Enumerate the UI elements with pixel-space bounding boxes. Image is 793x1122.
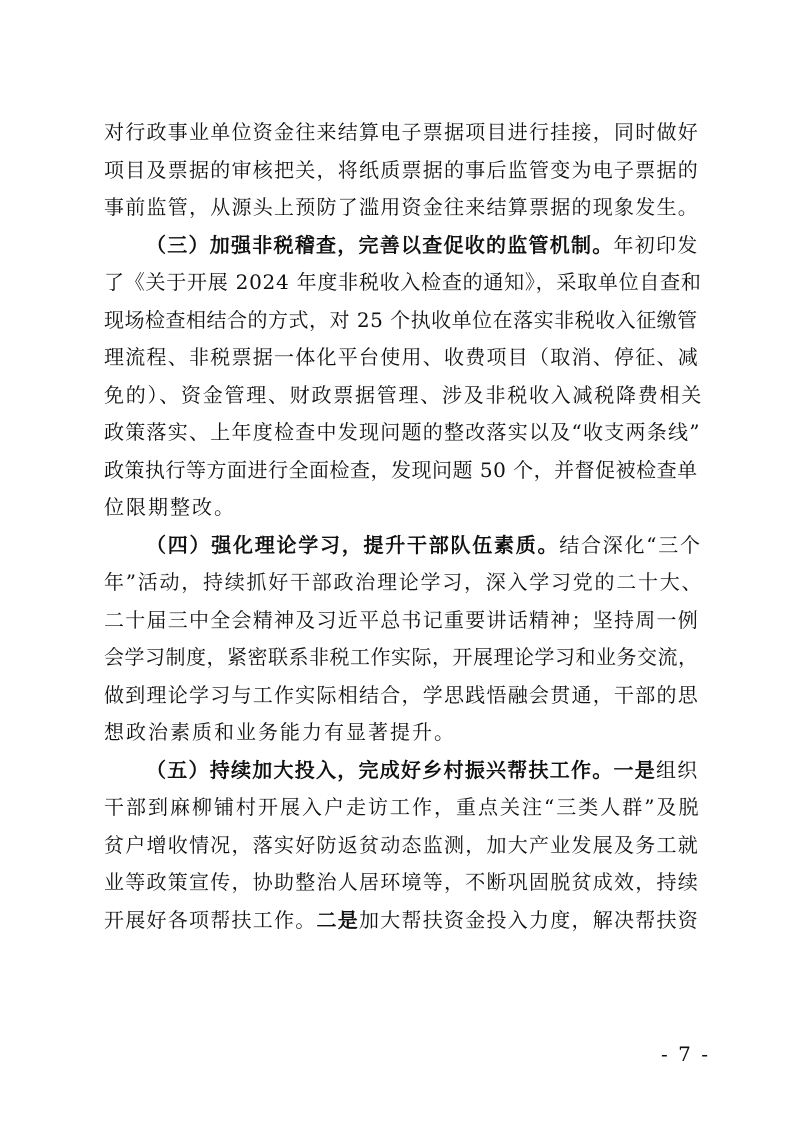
text-run: 年”活动，持续抓好干部政治理论学习，深入学习党的二十大、 [104, 570, 704, 594]
text-line [104, 752, 704, 790]
text-run: 想政治素质和业务能力有显著提升。 [104, 720, 456, 744]
document-body [104, 114, 704, 939]
text-line [104, 564, 704, 602]
text-line [104, 789, 704, 827]
bold-text-run: （三）加强非税稽查，完善以查促收的监管机制。 [146, 232, 614, 257]
text-run: 结合深化“三个 [559, 532, 702, 557]
text-run: 政策落实、上年度检查中发现问题的整改落实以及“收支两条线” [104, 420, 701, 444]
text-run: 年初印发 [613, 232, 699, 257]
text-run: 组织 [656, 757, 699, 782]
text-run: 贫户增收情况，落实好防返贫动态监测，加大产业发展及务工就 [104, 832, 699, 857]
text-line [104, 189, 704, 227]
text-line [104, 827, 704, 865]
text-line [104, 489, 704, 527]
text-run: 了《关于开展 2024 年度非税收入检查的通知》，采取单位自查和 [104, 270, 702, 294]
text-run: 项目及票据的审核把关，将纸质票据的事后监管变为电子票据的 [104, 157, 699, 182]
text-line [104, 864, 704, 902]
text-run: 免的）、资金管理、财政票据管理、涉及非税收入减税降费相关 [104, 382, 703, 407]
text-run: 业等政策宣传，协助整治人居环境等，不断巩固脱贫成效，持续 [104, 870, 699, 894]
text-run: 位限期整改。 [104, 495, 236, 519]
text-line [104, 339, 704, 377]
text-run: 事前监管，从源头上预防了滥用资金往来结算票据的现象发生。 [104, 195, 699, 219]
text-line [104, 377, 704, 415]
text-run: 政策执行等方面进行全面检查，发现问题 50 个，并督促被检查单 [104, 457, 698, 482]
text-run: 对行政事业单位资金往来结算电子票据项目进行挂接，同时做好 [104, 120, 699, 144]
text-line [104, 714, 704, 752]
text-line [104, 264, 704, 302]
text-line [104, 414, 704, 452]
text-line [104, 302, 704, 340]
text-run: 加大帮扶资金投入力度，解决帮扶资 [359, 907, 699, 932]
bold-text-run: 二是 [316, 907, 359, 932]
text-run: 现场检查相结合的方式，对 25 个执收单位在落实非税收入征缴管 [104, 307, 698, 332]
text-run: 做到理论学习与工作实际相结合，学思践悟融会贯通，干部的思 [104, 682, 699, 707]
text-line [104, 527, 704, 565]
bold-text-run: （四）强化理论学习，提升干部队伍素质。 [146, 532, 560, 557]
text-line [104, 152, 704, 190]
text-run: 开展好各项帮扶工作。 [104, 907, 317, 932]
bold-text-run: （五）持续加大投入，完成好乡村振兴帮扶工作。一是 [146, 757, 656, 782]
text-line [104, 227, 704, 265]
page-number: - 7 - [661, 1042, 710, 1066]
text-run: 会学习制度，紧密联系非税工作实际，开展理论学习和业务交流， [104, 645, 699, 669]
text-run: 理流程、非税票据一体化平台使用、收费项目（取消、停征、减 [104, 345, 699, 369]
text-line [104, 639, 704, 677]
text-line [104, 452, 704, 490]
text-line [104, 602, 704, 640]
text-run: 二十届三中全会精神及习近平总书记重要讲话精神；坚持周一例 [104, 607, 699, 632]
text-line [104, 677, 704, 715]
text-run: 干部到麻柳铺村开展入户走访工作，重点关注“三类人群”及脱 [104, 795, 701, 819]
text-line [104, 114, 704, 152]
text-line [104, 902, 704, 940]
